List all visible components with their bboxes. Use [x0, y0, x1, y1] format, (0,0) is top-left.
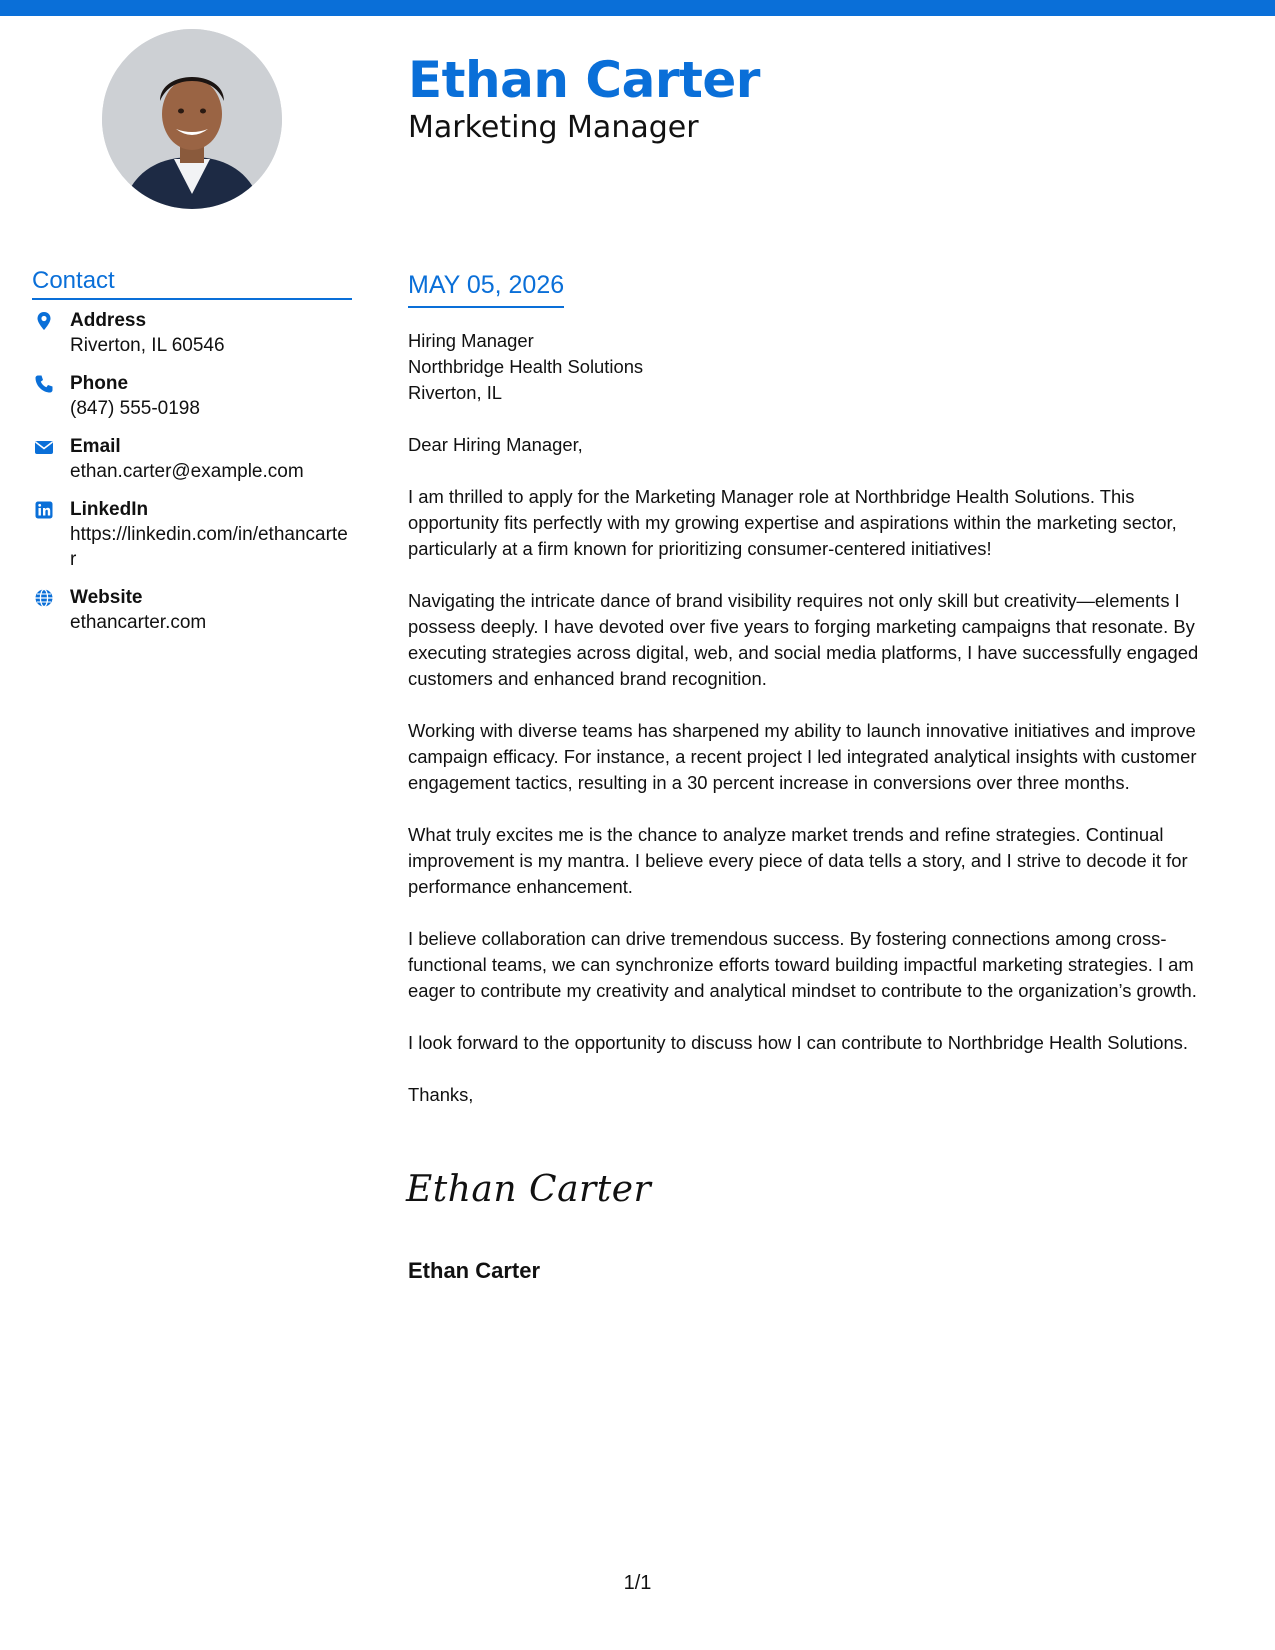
contact-label: Address	[70, 310, 147, 331]
letter-date: MAY 05, 2026	[408, 268, 564, 308]
profile-photo	[102, 29, 282, 209]
phone-icon	[34, 374, 54, 394]
contact-website	[32, 585, 362, 635]
letter-paragraph: I am thrilled to apply for the Marketing Manager role at Northbridge Health Solutions. This opportunity fits perfectly with my growing expertise and aspirations within the marketing sector, particularly at a firm known for prioritizing consumer-centered initiatives!	[408, 486, 1177, 559]
contact-email	[32, 434, 362, 484]
letter-paragraph: Navigating the intricate dance of brand visibility requires not only skill but creativity—elements I possess deeply. I have devoted over five years to forging marketing campaigns that resonate. By executing strategies across digital, web, and social media platforms, I have successfully engaged customers and enhanced brand recognition.	[408, 590, 1199, 689]
letter-paragraph: Working with diverse teams has sharpened my ability to launch innovative initiatives and improve campaign efficacy. For instance, a recent project I led integrated analytical insights with customer engagement tactics, resulting in a 30 percent increase in conversions over three months.	[408, 720, 1197, 793]
signer-name: Ethan Carter	[408, 1258, 541, 1283]
contact-label: Email	[70, 436, 121, 457]
contact-label: Website	[70, 587, 143, 608]
contact-value: ethan.carter@example.com	[70, 461, 304, 482]
contact-list	[32, 308, 362, 648]
map-pin-icon	[34, 311, 54, 331]
letter-paragraph: What truly excites me is the chance to analyze market trends and refine strategies. Continual improvement is my mantra. I believe every piece of data tells a story, and I strive to decode it for performance enhancement.	[408, 824, 1188, 897]
email-icon	[34, 437, 54, 457]
contact-value: (847) 555-0198	[70, 398, 200, 419]
recipient-line: Riverton, IL	[408, 382, 503, 403]
contact-label: Phone	[70, 373, 129, 394]
contact-heading: Contact	[32, 266, 352, 300]
contact-phone	[32, 371, 362, 421]
handwritten-signature: Ethan Carter	[406, 1169, 652, 1210]
recipient-block	[408, 328, 1228, 406]
contact-address	[32, 308, 362, 358]
salutation: Dear Hiring Manager,	[408, 434, 583, 455]
globe-icon	[34, 588, 54, 608]
applicant-title: Marketing Manager	[408, 110, 699, 145]
letter-body	[408, 328, 1228, 1134]
top-accent-bar	[0, 0, 1275, 16]
linkedin-icon	[34, 500, 54, 520]
applicant-name: Ethan Carter	[408, 51, 760, 109]
contact-value: ethancarter.com	[70, 612, 207, 633]
recipient-line: Northbridge Health Solutions	[408, 356, 644, 377]
contact-linkedin	[32, 497, 362, 572]
signoff: Thanks,	[408, 1084, 474, 1105]
recipient-line: Hiring Manager	[408, 330, 534, 351]
contact-label: LinkedIn	[70, 499, 149, 520]
letter-paragraph: I believe collaboration can drive tremendous success. By fostering connections among cross-functional teams, we can synchronize efforts toward building impactful marketing strategies. I am eager to contribute my creativity and analytical mindset to contribute to the organization’s growth.	[408, 928, 1197, 1001]
avatar-illustration	[102, 29, 282, 209]
contact-value: Riverton, IL 60546	[70, 335, 225, 356]
letter-paragraph: I look forward to the opportunity to discuss how I can contribute to Northbridge Health Solutions.	[408, 1032, 1188, 1053]
contact-value: https://linkedin.com/in/ethancarter	[70, 524, 348, 570]
page-number: 1/1	[623, 1572, 652, 1594]
